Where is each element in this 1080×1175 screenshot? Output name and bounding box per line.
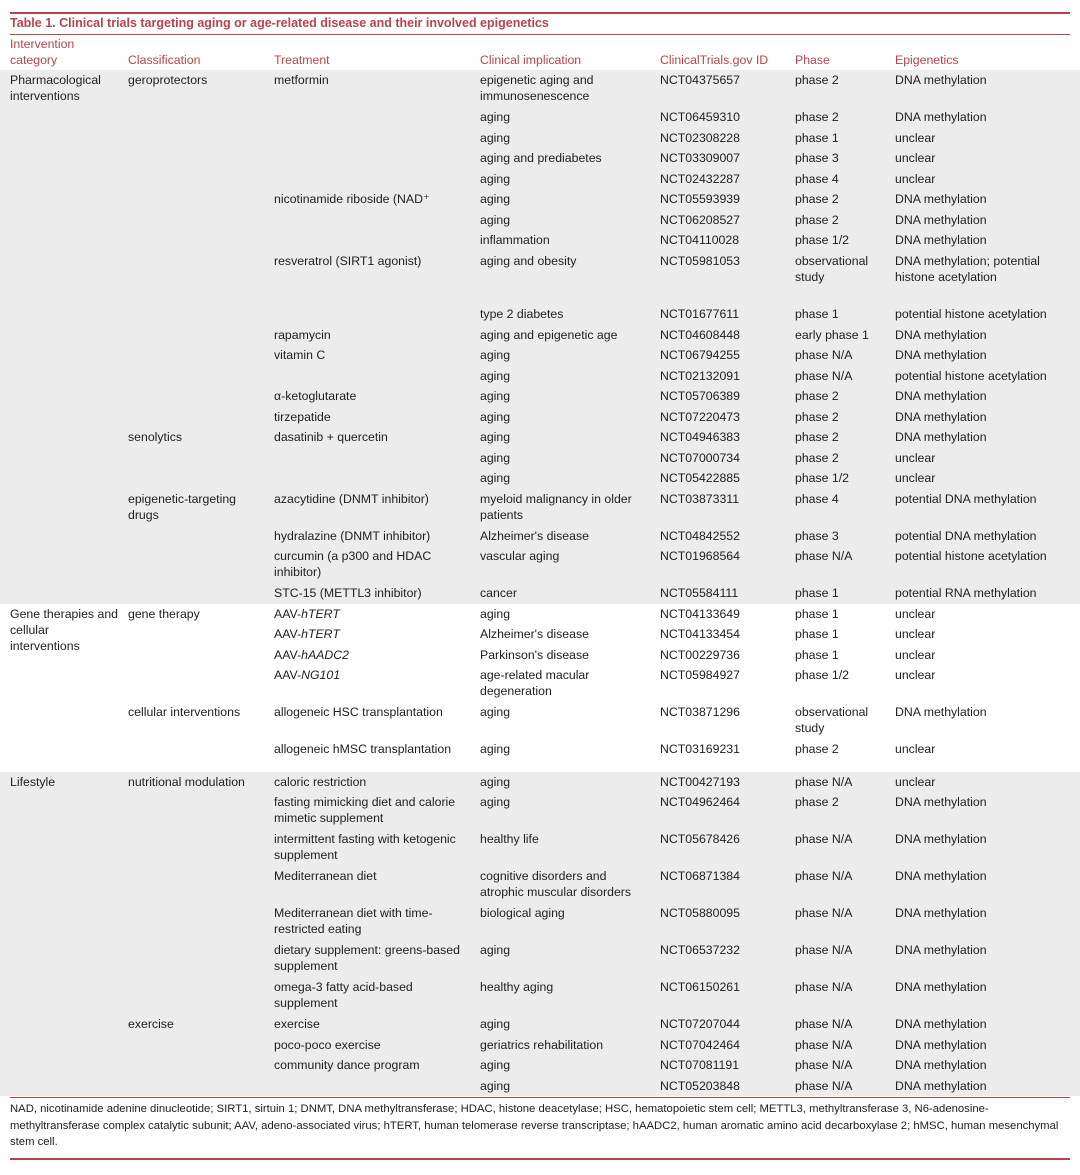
cell-treatment: resveratrol (SIRT1 agonist) — [274, 253, 422, 268]
cell-phase: phase N/A — [795, 832, 853, 846]
table-header-row — [0, 36, 1080, 70]
cell-trial-id: NCT04608448 — [660, 327, 740, 342]
cell-phase: phase N/A — [795, 980, 853, 994]
cell-trial-id: NCT03169231 — [660, 742, 740, 756]
cell-phase: phase N/A — [795, 368, 853, 383]
cell-clinical-implication: aging — [480, 430, 511, 444]
cell-epigenetics: DNA methylation — [895, 943, 987, 957]
table-row — [0, 148, 1080, 169]
cell-epigenetics: DNA methylation — [895, 705, 987, 719]
cell-clinical-implication: aging — [480, 110, 511, 124]
table-row — [0, 866, 1080, 903]
table-row — [0, 829, 1080, 866]
cell-trial-id: NCT04133649 — [660, 606, 740, 621]
table-row — [0, 739, 1080, 772]
cell-clinical-implication: aging — [480, 1058, 511, 1072]
cell-intervention-category: Gene therapies and cellular interventions — [10, 606, 119, 654]
cell-phase: observational study — [795, 705, 869, 736]
cell-phase: phase 2 — [795, 409, 839, 424]
cell-treatment: caloric restriction — [274, 774, 367, 789]
cell-phase: phase 2 — [795, 742, 839, 756]
table-row — [0, 169, 1080, 190]
cell-epigenetics: unclear — [895, 130, 936, 145]
cell-clinical-implication: healthy aging — [480, 980, 554, 994]
cell-clinical-implication: aging — [480, 606, 511, 621]
cell-phase: phase 4 — [795, 491, 839, 506]
table-row — [0, 1035, 1080, 1056]
cell-clinical-implication: epigenetic aging and immunosenescence — [480, 73, 594, 104]
cell-phase: phase 1 — [795, 627, 839, 641]
cell-treatment: tirzepatide — [274, 409, 331, 424]
cell-clinical-implication: aging and prediabetes — [480, 151, 602, 165]
cell-phase: phase 2 — [795, 212, 839, 227]
table-row — [0, 251, 1080, 305]
table-caption: Clinical trials targeting aging or age-related disease and their involved epigenetics — [59, 16, 549, 30]
cell-trial-id: NCT07000734 — [660, 450, 740, 465]
cell-treatment: hydralazine (DNMT inhibitor) — [274, 528, 431, 543]
cell-trial-id: NCT06208527 — [660, 212, 740, 227]
table-bottom-rule — [10, 1097, 1070, 1098]
column-header-trial-id: ClinicalTrials.gov ID — [660, 53, 769, 67]
cell-trial-id: NCT07042464 — [660, 1037, 740, 1052]
cell-epigenetics: DNA methylation — [895, 1058, 987, 1072]
table-row — [0, 345, 1080, 366]
cell-phase: phase N/A — [795, 549, 853, 563]
cell-epigenetics: unclear — [895, 171, 936, 186]
table-row — [0, 526, 1080, 547]
cell-phase: phase 2 — [795, 389, 839, 403]
cell-treatment: community dance program — [274, 1058, 420, 1072]
cell-phase: phase 3 — [795, 528, 839, 543]
cell-epigenetics: unclear — [895, 606, 936, 621]
cell-trial-id: NCT05880095 — [660, 906, 740, 920]
table-row — [0, 189, 1080, 210]
cell-treatment: exercise — [274, 1017, 320, 1031]
cell-phase: early phase 1 — [795, 327, 869, 342]
table-row — [0, 583, 1080, 604]
cell-trial-id: NCT05203848 — [660, 1078, 740, 1093]
table-row — [0, 792, 1080, 829]
cell-epigenetics: DNA methylation — [895, 832, 987, 846]
cell-classification: geroprotectors — [128, 73, 208, 87]
table-row — [0, 325, 1080, 346]
cell-phase: phase 2 — [795, 430, 839, 444]
table-title — [10, 16, 549, 30]
table-row — [0, 1076, 1080, 1097]
end-rule — [10, 1158, 1070, 1160]
cell-trial-id: NCT04375657 — [660, 73, 740, 87]
cell-classification: gene therapy — [128, 606, 200, 621]
cell-clinical-implication: Parkinson's disease — [480, 647, 589, 662]
cell-epigenetics: DNA methylation — [895, 212, 987, 227]
cell-clinical-implication: age-related macular degeneration — [480, 668, 590, 699]
table-row — [0, 903, 1080, 940]
cell-trial-id: NCT07081191 — [660, 1058, 740, 1072]
table-row — [0, 366, 1080, 387]
cell-epigenetics: DNA methylation — [895, 1037, 987, 1052]
cell-treatment: rapamycin — [274, 327, 331, 342]
cell-phase: phase 2 — [795, 73, 839, 87]
table-row — [0, 645, 1080, 666]
cell-clinical-implication: aging — [480, 742, 511, 756]
cell-trial-id: NCT06871384 — [660, 869, 740, 883]
cell-trial-id: NCT05981053 — [660, 253, 740, 268]
cell-phase: phase N/A — [795, 348, 853, 362]
cell-treatment: α-ketoglutarate — [274, 389, 357, 403]
cell-classification: senolytics — [128, 430, 182, 444]
cell-clinical-implication: type 2 diabetes — [480, 307, 564, 321]
cell-trial-id: NCT06459310 — [660, 110, 740, 124]
cell-epigenetics: DNA methylation — [895, 233, 987, 247]
cell-treatment: vitamin C — [274, 348, 326, 362]
cell-clinical-implication: aging and obesity — [480, 253, 577, 268]
cell-clinical-implication: cancer — [480, 586, 517, 600]
cell-phase: phase N/A — [795, 774, 853, 789]
cell-epigenetics: DNA methylation — [895, 409, 987, 424]
cell-epigenetics: DNA methylation — [895, 795, 987, 809]
cell-phase: phase N/A — [795, 1078, 853, 1093]
table-row — [0, 1055, 1080, 1076]
cell-phase: phase 3 — [795, 151, 839, 165]
cell-epigenetics: potential histone acetylation — [895, 549, 1047, 563]
cell-treatment: allogeneic HSC transplantation — [274, 705, 443, 719]
cell-trial-id: NCT04946383 — [660, 430, 740, 444]
cell-epigenetics: potential histone acetylation — [895, 307, 1047, 321]
cell-epigenetics: DNA methylation — [895, 980, 987, 994]
cell-treatment: metformin — [274, 73, 329, 87]
top-rule — [10, 12, 1070, 14]
cell-trial-id: NCT02432287 — [660, 171, 740, 186]
cell-trial-id: NCT05984927 — [660, 668, 740, 682]
cell-trial-id: NCT00229736 — [660, 647, 740, 662]
table-row — [0, 210, 1080, 231]
cell-clinical-implication: aging — [480, 1078, 511, 1093]
cell-clinical-implication: healthy life — [480, 832, 539, 846]
table-row — [0, 624, 1080, 645]
table-row — [0, 448, 1080, 469]
cell-treatment: AAV-hTERT — [274, 606, 340, 621]
cell-treatment: poco-poco exercise — [274, 1037, 381, 1052]
cell-phase: phase 2 — [795, 795, 839, 809]
cell-epigenetics: potential histone acetylation — [895, 368, 1047, 383]
cell-clinical-implication: aging — [480, 1017, 511, 1031]
cell-treatment: omega-3 fatty acid-based supplement — [274, 980, 413, 1011]
cell-treatment: azacytidine (DNMT inhibitor) — [274, 491, 429, 506]
cell-epigenetics: unclear — [895, 742, 936, 756]
cell-trial-id: NCT02308228 — [660, 130, 740, 145]
cell-trial-id: NCT05584111 — [660, 586, 739, 600]
cell-intervention-category: Lifestyle — [10, 774, 56, 789]
cell-phase: phase 2 — [795, 192, 839, 206]
cell-treatment: intermittent fasting with ketogenic supplement — [274, 832, 456, 863]
cell-trial-id: NCT07220473 — [660, 409, 740, 424]
column-header-intervention-category: Intervention category — [10, 37, 75, 68]
cell-classification: cellular interventions — [128, 705, 241, 719]
cell-trial-id: NCT01677611 — [660, 307, 740, 321]
table-row — [0, 546, 1080, 583]
table-row — [0, 772, 1080, 793]
cell-clinical-implication: aging — [480, 389, 511, 403]
cell-epigenetics: unclear — [895, 627, 936, 641]
column-header-phase: Phase — [795, 53, 830, 67]
cell-treatment: AAV-hTERT — [274, 627, 340, 641]
cell-epigenetics: unclear — [895, 668, 936, 682]
cell-phase: phase 1 — [795, 130, 839, 145]
cell-classification: epigenetic-targeting drugs — [128, 491, 237, 522]
cell-phase: phase 2 — [795, 450, 839, 465]
cell-clinical-implication: geriatrics rehabilitation — [480, 1037, 604, 1052]
cell-phase: phase N/A — [795, 1017, 853, 1031]
table-row — [0, 468, 1080, 489]
cell-epigenetics: DNA methylation — [895, 192, 987, 206]
cell-trial-id: NCT00427193 — [660, 774, 740, 789]
cell-epigenetics: potential DNA methylation — [895, 491, 1037, 506]
cell-epigenetics: unclear — [895, 647, 936, 662]
table-row — [0, 386, 1080, 407]
cell-intervention-category: Pharmacological interventions — [10, 73, 101, 104]
column-header-classification: Classification — [128, 53, 201, 67]
cell-epigenetics: DNA methylation — [895, 327, 987, 342]
cell-phase: phase 4 — [795, 171, 839, 186]
cell-clinical-implication: cognitive disorders and atrophic muscular disorders — [480, 869, 632, 900]
cell-epigenetics: DNA methylation — [895, 869, 987, 883]
table-row — [0, 230, 1080, 251]
cell-epigenetics: potential DNA methylation — [895, 528, 1037, 543]
cell-treatment: nicotinamide riboside (NAD⁺ — [274, 192, 430, 206]
cell-clinical-implication: aging — [480, 368, 511, 383]
cell-trial-id: NCT03309007 — [660, 151, 740, 165]
table-row — [0, 407, 1080, 428]
cell-phase: phase N/A — [795, 869, 853, 883]
cell-phase: phase N/A — [795, 1058, 853, 1072]
cell-clinical-implication: aging — [480, 471, 511, 485]
table-row — [0, 977, 1080, 1014]
cell-epigenetics: DNA methylation — [895, 430, 987, 444]
table-row — [0, 70, 1080, 107]
cell-epigenetics: unclear — [895, 450, 936, 465]
cell-phase: phase 1 — [795, 586, 839, 600]
cell-epigenetics: DNA methylation — [895, 110, 987, 124]
cell-trial-id: NCT04133454 — [660, 627, 740, 641]
cell-phase: phase 1 — [795, 307, 839, 321]
cell-trial-id: NCT05678426 — [660, 832, 740, 846]
table-row — [0, 1014, 1080, 1035]
cell-clinical-implication: aging and epigenetic age — [480, 327, 618, 342]
cell-trial-id: NCT05422885 — [660, 471, 740, 485]
cell-trial-id: NCT06794255 — [660, 348, 740, 362]
cell-epigenetics: unclear — [895, 151, 936, 165]
cell-phase: phase 1 — [795, 606, 839, 621]
cell-epigenetics: DNA methylation — [895, 1017, 987, 1031]
cell-treatment: dasatinib + quercetin — [274, 430, 388, 444]
cell-phase: phase N/A — [795, 943, 853, 957]
cell-epigenetics: DNA methylation — [895, 389, 987, 403]
cell-treatment: AAV-NG101 — [274, 668, 341, 682]
cell-clinical-implication: Alzheimer's disease — [480, 528, 589, 543]
cell-epigenetics: unclear — [895, 774, 936, 789]
cell-trial-id: NCT06537232 — [660, 943, 740, 957]
cell-treatment: fasting mimicking diet and calorie mimetic supplement — [274, 795, 456, 826]
cell-classification: exercise — [128, 1017, 174, 1031]
clinical-trials-table — [0, 36, 1080, 1096]
title-rule — [10, 34, 1070, 35]
cell-phase: observational study — [795, 253, 869, 284]
cell-trial-id: NCT04962464 — [660, 795, 740, 809]
table-row — [0, 304, 1080, 325]
table-row — [0, 128, 1080, 149]
column-header-epigenetics: Epigenetics — [895, 53, 959, 67]
cell-clinical-implication: aging — [480, 409, 511, 424]
cell-clinical-implication: myeloid malignancy in older patients — [480, 491, 632, 522]
cell-epigenetics: DNA methylation; potential histone acetylation — [895, 253, 1040, 284]
cell-clinical-implication: aging — [480, 795, 511, 809]
cell-trial-id: NCT07207044 — [660, 1017, 740, 1031]
cell-clinical-implication: aging — [480, 774, 511, 789]
table-row — [0, 665, 1080, 702]
cell-phase: phase 1/2 — [795, 471, 850, 485]
cell-treatment: allogeneic hMSC transplantation — [274, 742, 452, 756]
cell-treatment: dietary supplement: greens-based supplement — [274, 943, 460, 974]
cell-trial-id: NCT03871296 — [660, 705, 740, 719]
cell-epigenetics: DNA methylation — [895, 348, 987, 362]
cell-phase: phase N/A — [795, 906, 853, 920]
cell-clinical-implication: aging — [480, 943, 511, 957]
cell-trial-id: NCT05706389 — [660, 389, 740, 403]
cell-clinical-implication: inflammation — [480, 233, 550, 247]
cell-phase: phase N/A — [795, 1037, 853, 1052]
cell-epigenetics: DNA methylation — [895, 1078, 987, 1093]
cell-clinical-implication: Alzheimer's disease — [480, 627, 589, 641]
column-header-treatment: Treatment — [274, 53, 330, 67]
cell-treatment: Mediterranean diet with time-restricted eating — [274, 906, 433, 937]
cell-trial-id: NCT04110028 — [660, 233, 740, 247]
cell-trial-id: NCT02132091 — [660, 368, 740, 383]
cell-epigenetics: DNA methylation — [895, 906, 987, 920]
cell-phase: phase 1/2 — [795, 233, 850, 247]
table-number: Table 1. — [10, 16, 56, 30]
cell-phase: phase 1/2 — [795, 668, 850, 682]
cell-trial-id: NCT05593939 — [660, 192, 740, 206]
cell-clinical-implication: aging — [480, 450, 511, 465]
cell-clinical-implication: aging — [480, 171, 511, 186]
cell-epigenetics: DNA methylation — [895, 73, 987, 87]
cell-clinical-implication: aging — [480, 705, 511, 719]
cell-classification: nutritional modulation — [128, 774, 245, 789]
cell-phase: phase 1 — [795, 647, 839, 662]
cell-treatment: AAV-hAADC2 — [274, 647, 349, 662]
cell-clinical-implication: biological aging — [480, 906, 565, 920]
table-footnote: NAD, nicotinamide adenine dinucleotide; SIRT1, sirtuin 1; DNMT, DNA methyltransferase; HDAC, histone deacetylase; HSC, hematopoietic stem cell; METTL3, methyltransferase 3, N6-adenosine-methyltransferase complex catalytic subunit; AAV, adeno-associated virus; hTERT, human telomerase reverse transcriptase; hAADC2, human aromatic amino acid decarboxylase 2; hMSC, human mesenchymal stem cell. — [10, 1103, 1059, 1149]
cell-clinical-implication: vascular aging — [480, 549, 560, 563]
cell-epigenetics: unclear — [895, 471, 936, 485]
cell-treatment: Mediterranean diet — [274, 869, 377, 883]
table-row — [0, 940, 1080, 977]
cell-trial-id: NCT03873311 — [660, 491, 740, 506]
cell-trial-id: NCT04842552 — [660, 528, 740, 543]
cell-treatment: STC-15 (METTL3 inhibitor) — [274, 586, 422, 600]
cell-clinical-implication: aging — [480, 130, 511, 145]
cell-clinical-implication: aging — [480, 212, 511, 227]
table-row — [0, 427, 1080, 448]
cell-trial-id: NCT01968564 — [660, 549, 740, 563]
cell-epigenetics: potential RNA methylation — [895, 586, 1037, 600]
column-header-clinical-implication: Clinical implication — [480, 53, 582, 67]
cell-clinical-implication: aging — [480, 348, 511, 362]
cell-treatment: curcumin (a p300 and HDAC inhibitor) — [274, 549, 432, 580]
table-row — [0, 489, 1080, 526]
cell-trial-id: NCT06150261 — [660, 980, 740, 994]
table-row — [0, 702, 1080, 739]
cell-clinical-implication: aging — [480, 192, 511, 206]
table-row — [0, 107, 1080, 128]
cell-phase: phase 2 — [795, 110, 839, 124]
